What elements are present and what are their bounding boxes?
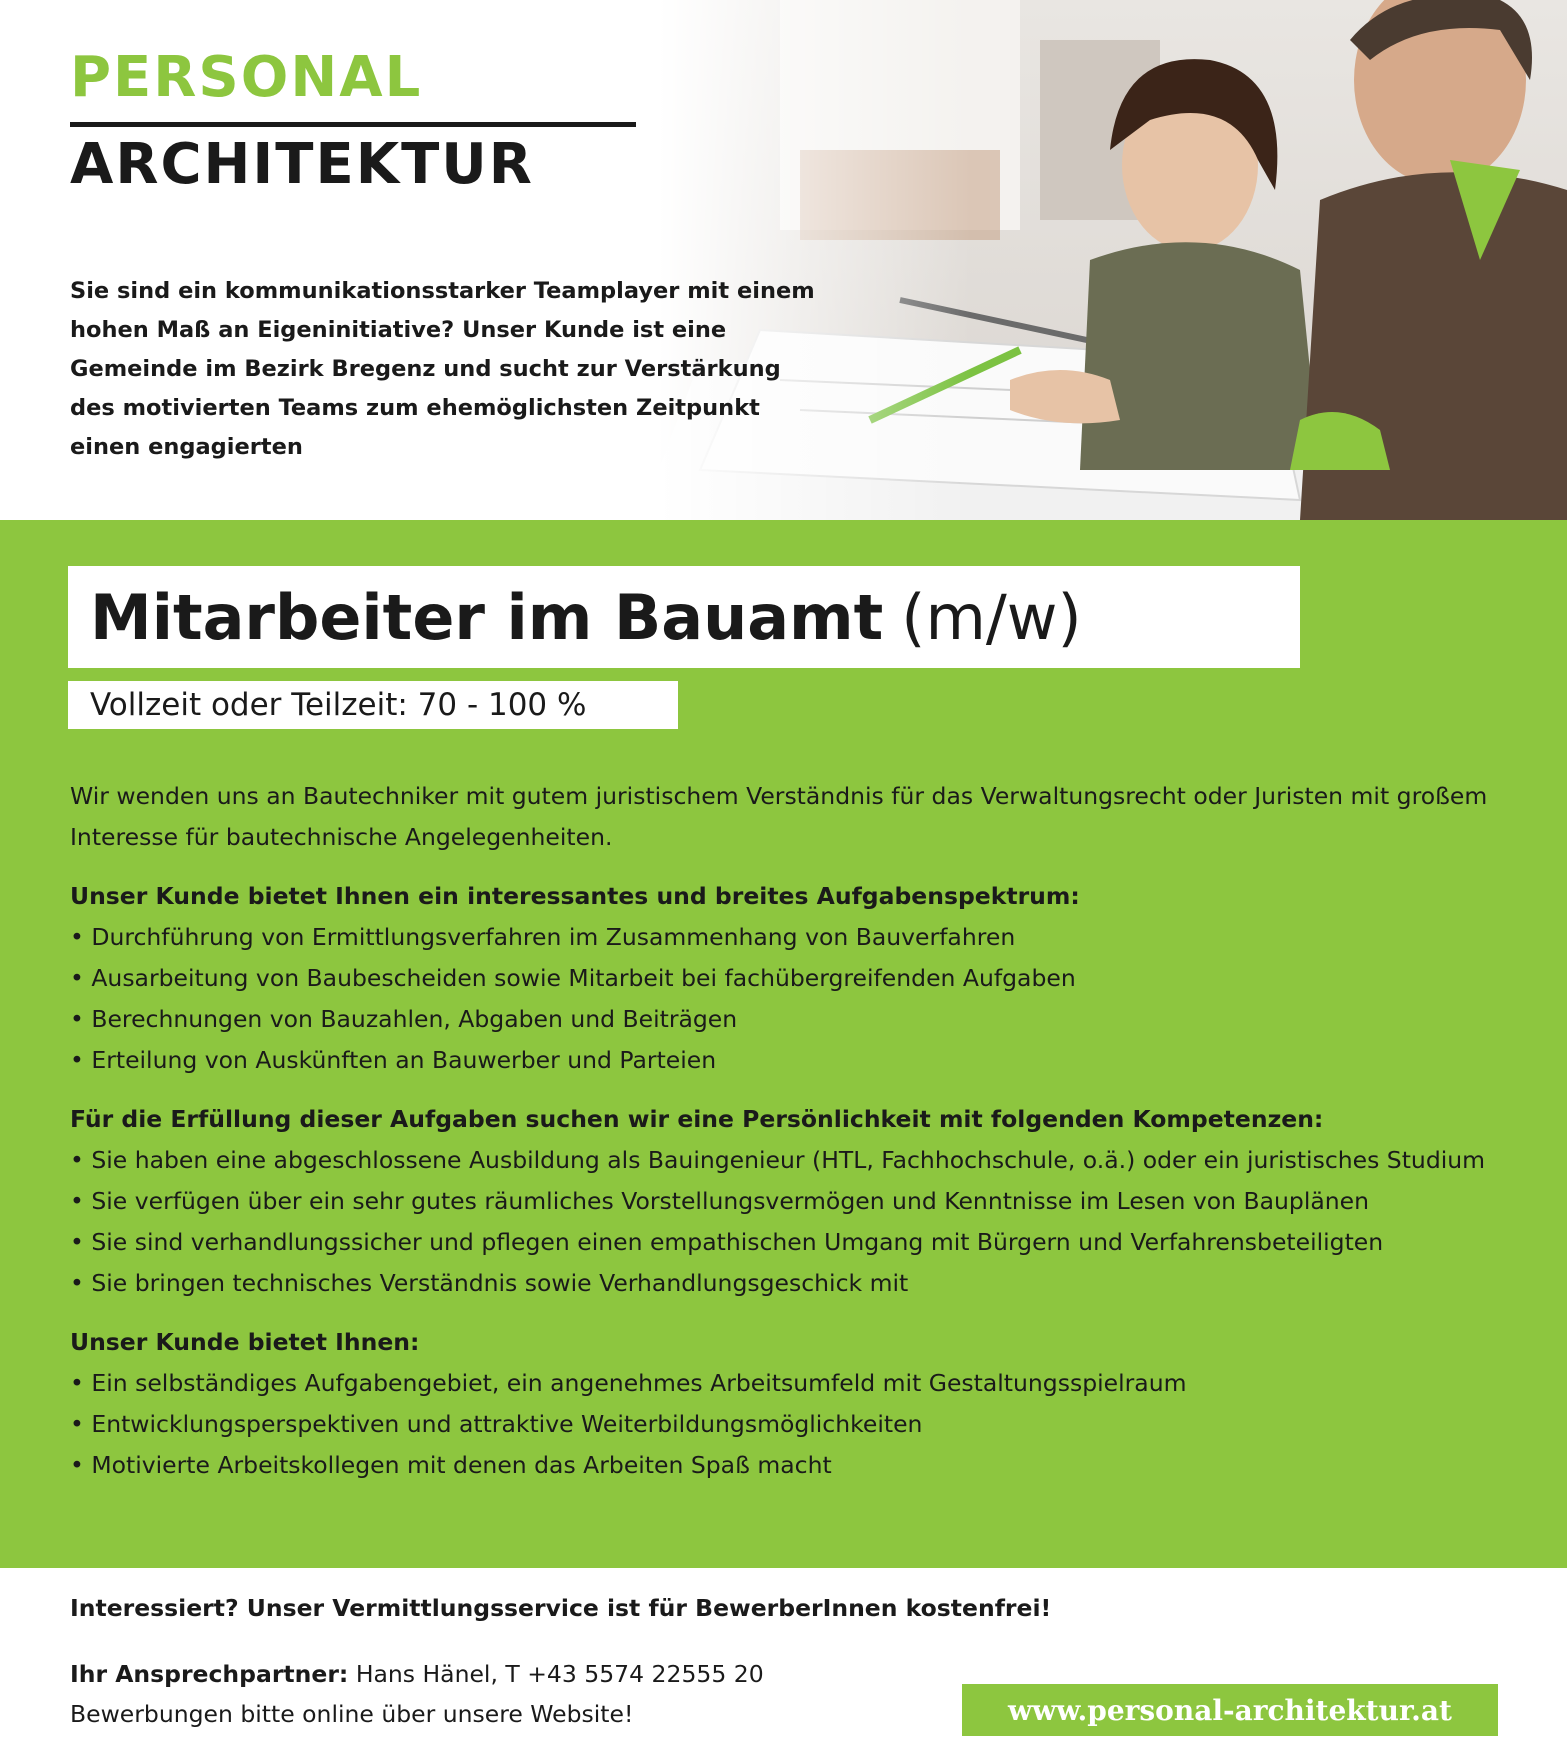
logo-personal: PERSONAL: [70, 45, 423, 110]
header: [0, 0, 1567, 520]
section-heading-competencies: Für die Erfüllung dieser Aufgaben suchen wir eine Persönlichkeit mit folgenden Kompetenzen:: [70, 1105, 1324, 1133]
section-heading-tasks: Unser Kunde bietet Ihnen ein interessantes und breites Aufgabenspektrum:: [70, 882, 1080, 910]
interest-text: Interessiert? Unser Vermittlungsservice ist für BewerberInnen kostenfrei!: [70, 1594, 1052, 1622]
list-item: • Durchführung von Ermittlungsverfahren im Zusammenhang von Bauverfahren: [70, 917, 1540, 958]
list-item: • Erteilung von Auskünften an Bauwerber und Parteien: [70, 1040, 1540, 1081]
job-gender-suffix: (m/w): [901, 580, 1082, 654]
job-title-box: [68, 566, 1300, 668]
contact-block: [70, 1654, 764, 1734]
competencies-list: [70, 1140, 1540, 1304]
logo-divider: [70, 122, 636, 127]
list-item: • Ein selbständiges Aufgabengebiet, ein angenehmes Arbeitsumfeld mit Gestaltungsspielraum: [70, 1363, 1540, 1404]
apply-text: Bewerbungen bitte online über unsere Website!: [70, 1700, 634, 1728]
employment-type: Vollzeit oder Teilzeit: 70 - 100 %: [68, 681, 678, 729]
company-logo: [70, 45, 636, 197]
list-item: • Ausarbeitung von Baubescheiden sowie Mitarbeit bei fachübergreifenden Aufgaben: [70, 958, 1540, 999]
list-item: • Sie bringen technisches Verständnis sowie Verhandlungsgeschick mit: [70, 1263, 1540, 1304]
list-item: • Sie verfügen über ein sehr gutes räumliches Vorstellungsvermögen und Kenntnisse im Lesen von Bauplänen: [70, 1181, 1540, 1222]
list-item: • Entwicklungsperspektiven und attraktive Weiterbildungsmöglichkeiten: [70, 1404, 1540, 1445]
website-link[interactable]: www.personal-architektur.at: [962, 1684, 1498, 1736]
section-heading-benefits: Unser Kunde bietet Ihnen:: [70, 1328, 420, 1356]
job-description: [70, 776, 1540, 1486]
list-item: • Berechnungen von Bauzahlen, Abgaben und Beiträgen: [70, 999, 1540, 1040]
intro-text: Sie sind ein kommunikationsstarker Teamplayer mit einem hohen Maß an Eigeninitiative? Unser Kunde ist eine Gemeinde im Bezirk Bregenz und sucht zur Verstärkung des motivierten Teams zum ehemöglichsten Zeitpunkt einen engagierten: [70, 278, 815, 460]
list-item: • Sie sind verhandlungssicher und pflegen einen empathischen Umgang mit Bürgern und Verfahrensbeteiligten: [70, 1222, 1540, 1263]
job-title: Mitarbeiter im Bauamt: [90, 580, 884, 654]
logo-architektur: ARCHITEKTUR: [70, 132, 534, 197]
list-item: • Sie haben eine abgeschlossene Ausbildung als Bauingenieur (HTL, Fachhochschule, o.ä.) oder ein juristisches Studium: [70, 1140, 1540, 1181]
benefits-list: [70, 1363, 1540, 1486]
target-text: Wir wenden uns an Bautechniker mit gutem juristischem Verständnis für das Verwaltungsrecht oder Juristen mit großem Interesse für bautechnische Angelegenheiten.: [70, 782, 1488, 851]
contact-value: Hans Hänel, T +43 5574 22555 20: [355, 1660, 764, 1688]
contact-label: Ihr Ansprechpartner:: [70, 1660, 349, 1688]
tasks-list: [70, 917, 1540, 1081]
list-item: • Motivierte Arbeitskollegen mit denen das Arbeiten Spaß macht: [70, 1445, 1540, 1486]
